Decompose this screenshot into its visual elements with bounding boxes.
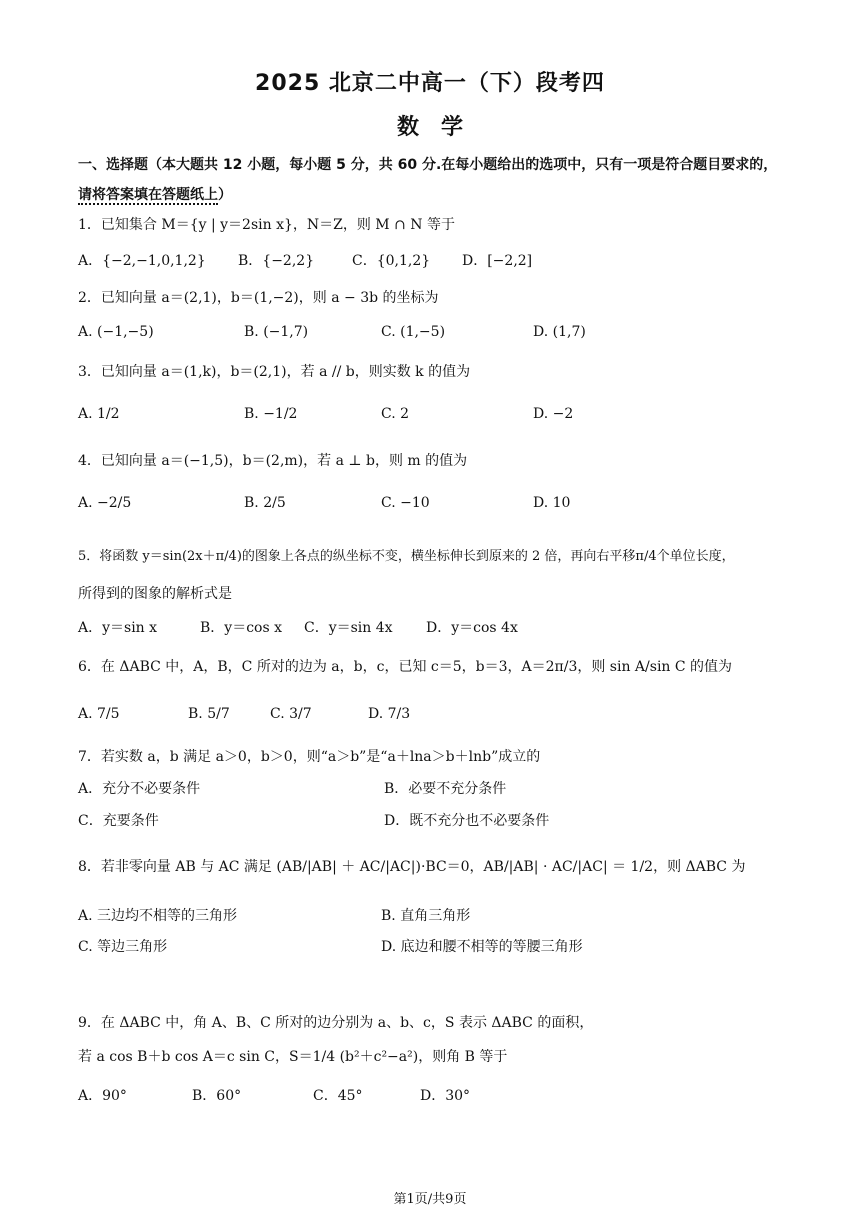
q9-option-a: A．90° [78, 1088, 127, 1104]
q2-option-d: D. (1,7) [533, 324, 586, 340]
question-5-stem-line2: 所得到的图象的解析式是 [78, 586, 232, 602]
question-1-stem: 1．已知集合 M＝{y | y＝2sin x}，N＝Z，则 M ∩ N 等于 [78, 217, 455, 233]
q9-option-b: B．60° [192, 1088, 242, 1104]
q1-option-a: A．{−2,−1,0,1,2} [78, 253, 206, 269]
q8-option-d: D. 底边和腰不相等的等腰三角形 [381, 939, 583, 955]
section-header-text: 一、选择题（本大题共 12 小题，每小题 5 分，共 60 分.在每小题给出的选项中，只有一项是符合题目要求的， [78, 157, 778, 173]
q3-option-a: A. 1/2 [78, 406, 120, 422]
q6-option-a: A. 7/5 [78, 706, 120, 722]
q3-option-d: D. −2 [533, 406, 574, 422]
q2-option-c: C. (1,−5) [381, 324, 446, 340]
q7-option-a: A．充分不必要条件 [78, 781, 201, 797]
q4-option-a: A. −2/5 [78, 495, 132, 511]
question-4-stem: 4．已知向量 a＝(−1,5)，b＝(2,m)，若 a ⊥ b，则 m 的值为 [78, 453, 468, 469]
q8-option-a: A. 三边均不相等的三角形 [78, 908, 238, 924]
question-3-stem: 3．已知向量 a＝(1,k)，b＝(2,1)，若 a // b，则实数 k 的值为 [78, 364, 471, 380]
q9-option-c: C．45° [313, 1088, 363, 1104]
q8-option-b: B. 直角三角形 [381, 908, 471, 924]
q2-option-b: B. (−1,7) [244, 324, 309, 340]
question-9-stem-line1: 9．在 ΔABC 中，角 A、B、C 所对的边分别为 a、b、c，S 表示 ΔABC 的面积， [78, 1015, 594, 1031]
question-2-stem: 2．已知向量 a＝(2,1)，b＝(1,−2)，则 a − 3b 的坐标为 [78, 290, 439, 306]
question-8-stem: 8．若非零向量 AB 与 AC 满足 (AB/|AB| ＋ AC/|AC|)·BC＝0，AB/|AB| · AC/|AC| ＝ 1/2，则 ΔABC 为 [78, 859, 746, 875]
q7-option-b: B．必要不充分条件 [384, 781, 507, 797]
q5-option-c: C．y＝sin 4x [304, 620, 393, 636]
q1-option-b: B．{−2,2} [238, 253, 315, 269]
question-9-stem-line2: 若 a cos B＋b cos A＝c sin C，S＝1/4 (b²＋c²−a²)，则角 B 等于 [78, 1049, 508, 1065]
q8-option-c: C. 等边三角形 [78, 939, 168, 955]
q5-option-b: B．y＝cos x [200, 620, 282, 636]
section-header-emphasis: 请将答案填在答题纸上 [78, 187, 218, 203]
q6-option-c: C. 3/7 [270, 706, 312, 722]
question-7-stem: 7．若实数 a，b 满足 a＞0，b＞0，则“a＞b”是“a＋lna＞b＋lnb”成立的 [78, 749, 541, 765]
q7-option-c: C．充要条件 [78, 813, 159, 829]
q1-option-d: D．[−2,2] [462, 253, 533, 269]
section-header-end: ） [218, 187, 232, 203]
q1-option-c: C．{0,1,2} [352, 253, 431, 269]
q7-option-d: D．既不充分也不必要条件 [384, 813, 550, 829]
q6-option-d: D. 7/3 [368, 706, 411, 722]
subject-title: 数 学 [396, 115, 463, 140]
q9-option-d: D．30° [420, 1088, 471, 1104]
page-footer: 第1页/共9页 [393, 1192, 467, 1207]
page-title: 2025 北京二中高一（下）段考四 [255, 71, 605, 96]
q4-option-d: D. 10 [533, 495, 571, 511]
q3-option-c: C. 2 [381, 406, 410, 422]
q4-option-b: B. 2/5 [244, 495, 286, 511]
q2-option-a: A. (−1,−5) [78, 324, 154, 340]
q4-option-c: C. −10 [381, 495, 430, 511]
q6-option-b: B. 5/7 [188, 706, 230, 722]
question-5-stem-line1: 5．将函数 y＝sin(2x＋π/4)的图象上各点的纵坐标不变，横坐标伸长到原来的 2 倍，再向右平移π/4个单位长度， [78, 549, 735, 564]
q5-option-d: D．y＝cos 4x [426, 620, 518, 636]
question-6-stem: 6．在 ΔABC 中，A，B，C 所对的边为 a，b，c，已知 c＝5，b＝3，A＝2π/3，则 sin A/sin C 的值为 [78, 659, 733, 675]
section-header [78, 150, 790, 210]
q3-option-b: B. −1/2 [244, 406, 298, 422]
q5-option-a: A．y＝sin x [78, 620, 158, 636]
